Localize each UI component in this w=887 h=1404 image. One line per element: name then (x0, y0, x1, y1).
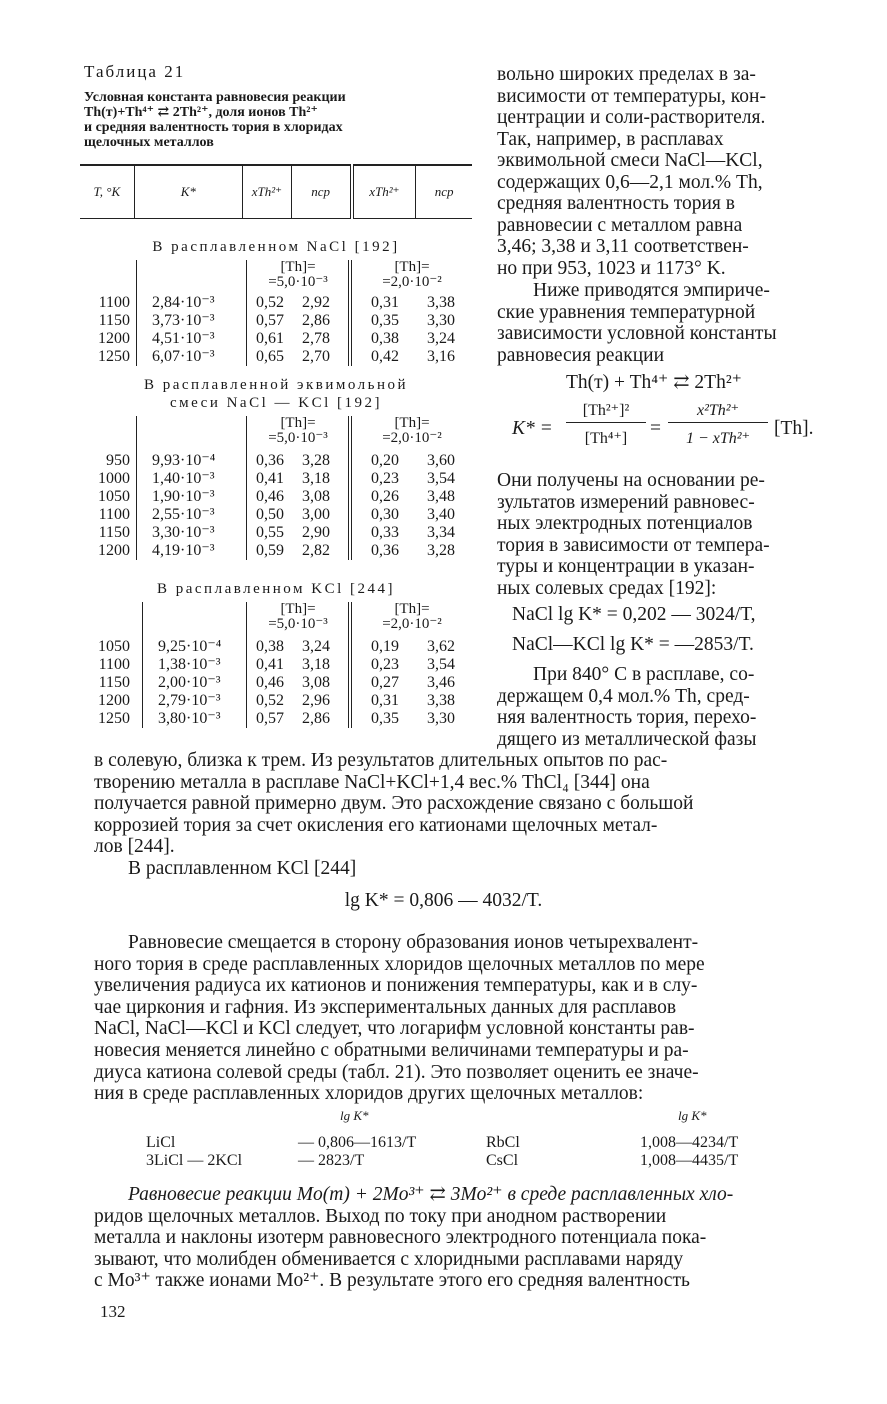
table-row: 1150 3,73·10⁻³ 0,57 2,86 0,35 3,30 (98, 312, 455, 329)
header-k: K* (134, 165, 242, 219)
reaction-equation: Th(т) + Th⁴⁺ ⇄ 2Th²⁺ (566, 372, 742, 393)
concentration-header: [Th]= =2,0·10⁻² (382, 259, 442, 290)
table-header (80, 164, 472, 219)
body-paragraph-1: в солевую, близка к трем. Из результатов длительных опытов по рас- творению металла в расплаве NaCl+KCl+1,4 вес.% ThCl₄ [344] она получается равной примерно двум. Это расхождение связано с большой коррозией тория за счет окисления его катионами щелочных метал- лов [244]. (94, 750, 694, 858)
header-x1: xTh²⁺ (242, 165, 291, 219)
table-row: 1200 4,51·10⁻³ 0,61 2,78 0,38 3,24 (98, 330, 455, 347)
table-row: 1200 2,79·10⁻³ 0,52 2,96 0,31 3,38 (98, 692, 455, 709)
table-row: 1250 6,07·10⁻³ 0,65 2,70 0,42 3,16 (98, 348, 455, 365)
table-row: 1200 4,19·10⁻³ 0,59 2,82 0,36 3,28 (98, 542, 455, 559)
table-title-line: Th(т)+Th⁴⁺ ⇄ 2Th²⁺, доля ионов Th²⁺ (84, 105, 318, 120)
table-row: 1100 2,84·10⁻³ 0,52 2,92 0,31 3,38 (98, 294, 455, 311)
concentration-header: [Th]= =5,0·10⁻³ (268, 415, 328, 446)
right-paragraph-3: Они получены на основании ре- зультатов измерений равновес- ных электродных потенциалов тория в зависимости от темпера- туры и концентрации в указан- ных солевых средах [192]: (497, 470, 770, 599)
section-title: В расплавленном KCl [244] (156, 581, 396, 597)
lg-header: lg K* (340, 1108, 369, 1123)
table-row: 1150 2,00·10⁻³ 0,46 3,08 0,27 3,46 (98, 674, 455, 691)
table-block-kcl (80, 602, 472, 728)
table-row: 1250 3,80·10⁻³ 0,57 2,86 0,35 3,30 (98, 710, 455, 727)
right-paragraph-4: При 840° C в расплаве, со- держащем 0,4 мол.% Th, сред- няя валентность тория, перехо- дящего из металлической фазы (497, 664, 757, 750)
table-block-nacl-kcl (80, 416, 472, 560)
table-row: 1150 3,30·10⁻³ 0,55 2,90 0,33 3,34 (98, 524, 455, 541)
concentration-header: [Th]= =2,0·10⁻² (382, 415, 442, 446)
table-title-line: и средняя валентность тория в хлоридах (84, 120, 343, 135)
concentration-header: [Th]= =5,0·10⁻³ (268, 259, 328, 290)
header-n1: nср (291, 165, 351, 219)
table-row: 1100 1,38·10⁻³ 0,41 3,18 0,23 3,54 (98, 656, 455, 673)
table-block-nacl (80, 260, 472, 366)
table-title-line: Условная константа равновесия реакции (84, 90, 346, 105)
header-n2: nср (416, 165, 472, 219)
body-paragraph-2: Равновесие смещается в сторону образования ионов четырехвалент- ного тория в среде расплавленных хлоридов щелочных металлов по мере увеличения радиуса их катионов и понижения температуры, как и в слу- чае циркония и гафния. Из экспериментальных данных для расплавов NaCl, NaCl—KCl и KCl следует, что логарифм условной константы рав- новесия меняется линейно с обратными величинами температуры и ра- диуса катиона солевой среды (табл. 21). Это позволяет оценить ее значе- ния в среде расплавленных хлоридов других щелочных металлов: (94, 932, 705, 1105)
section-title: В расплавленной эквимольной смеси NaCl — KCl [192] (143, 377, 409, 411)
body-paragraph-3: Равновесие реакции Mo(т) + 2Mo³⁺ ⇄ 3Mo²⁺ в среде расплавленных хло- ридов щелочных металлов. Выход по току при анодном растворении металла и наклоны изотерм равновесного электродного потенциала пока- зывают, что молибден обменивается с хлоридными расплавами наряду с Mo³⁺ также ионами Mo²⁺. В результате этого его средняя валентность (94, 1184, 734, 1292)
concentration-header: [Th]= =2,0·10⁻² (382, 601, 442, 632)
table-title-line: щелочных металлов (84, 135, 214, 150)
table-row: 950 9,93·10⁻⁴ 0,36 3,28 0,20 3,60 (106, 452, 455, 469)
equation-nacl: NaCl lg K* = 0,202 — 3024/T, (512, 604, 756, 625)
kcl-equation: lg K* = 0,806 — 4032/T. (344, 890, 543, 911)
lg-header: lg K* (678, 1108, 707, 1123)
right-paragraph-1: вольно широких пределах в за- висимости от температуры, кон- центрации и соли-растворителя. Так, например, в расплавах эквимольной смеси NaCl—KCl, содержащих 0,6—2,1 мол.% Th, средняя валентность тория в равновесии с металлом равна 3,46; 3,38 и 3,11 соответствен- но при 953, 1023 и 1173° K. (497, 64, 766, 279)
table-caption: Таблица 21 (84, 62, 186, 81)
table-row: 1000 1,40·10⁻³ 0,41 3,18 0,23 3,54 (98, 470, 455, 487)
equation-nacl-kcl: NaCl—KCl lg K* = —2853/T. (512, 634, 754, 655)
table-row: 1050 9,25·10⁻⁴ 0,38 3,24 0,19 3,62 (98, 638, 455, 655)
page-number: 132 (100, 1302, 126, 1321)
concentration-header: [Th]= =5,0·10⁻³ (268, 601, 328, 632)
right-paragraph-2: Ниже приводятся эмпириче- ские уравнения температурной зависимости условной константы равновесия реакции (497, 280, 777, 366)
k-formula: K* = [Th²⁺]² [Th⁴⁺] = x²Th²⁺ 1 − xTh²⁺ [Th]. (512, 402, 814, 447)
section-title: В расплавленном NaCl [192] (152, 239, 400, 255)
header-temperature: T, °K (80, 165, 134, 219)
kcl-heading: В расплавленном KCl [244] (128, 858, 357, 879)
table-row: 1050 1,90·10⁻³ 0,46 3,08 0,26 3,48 (98, 488, 455, 505)
table-row: 1100 2,55·10⁻³ 0,50 3,00 0,30 3,40 (98, 506, 455, 523)
table-title (84, 90, 476, 150)
header-x2: xTh²⁺ (352, 165, 416, 219)
